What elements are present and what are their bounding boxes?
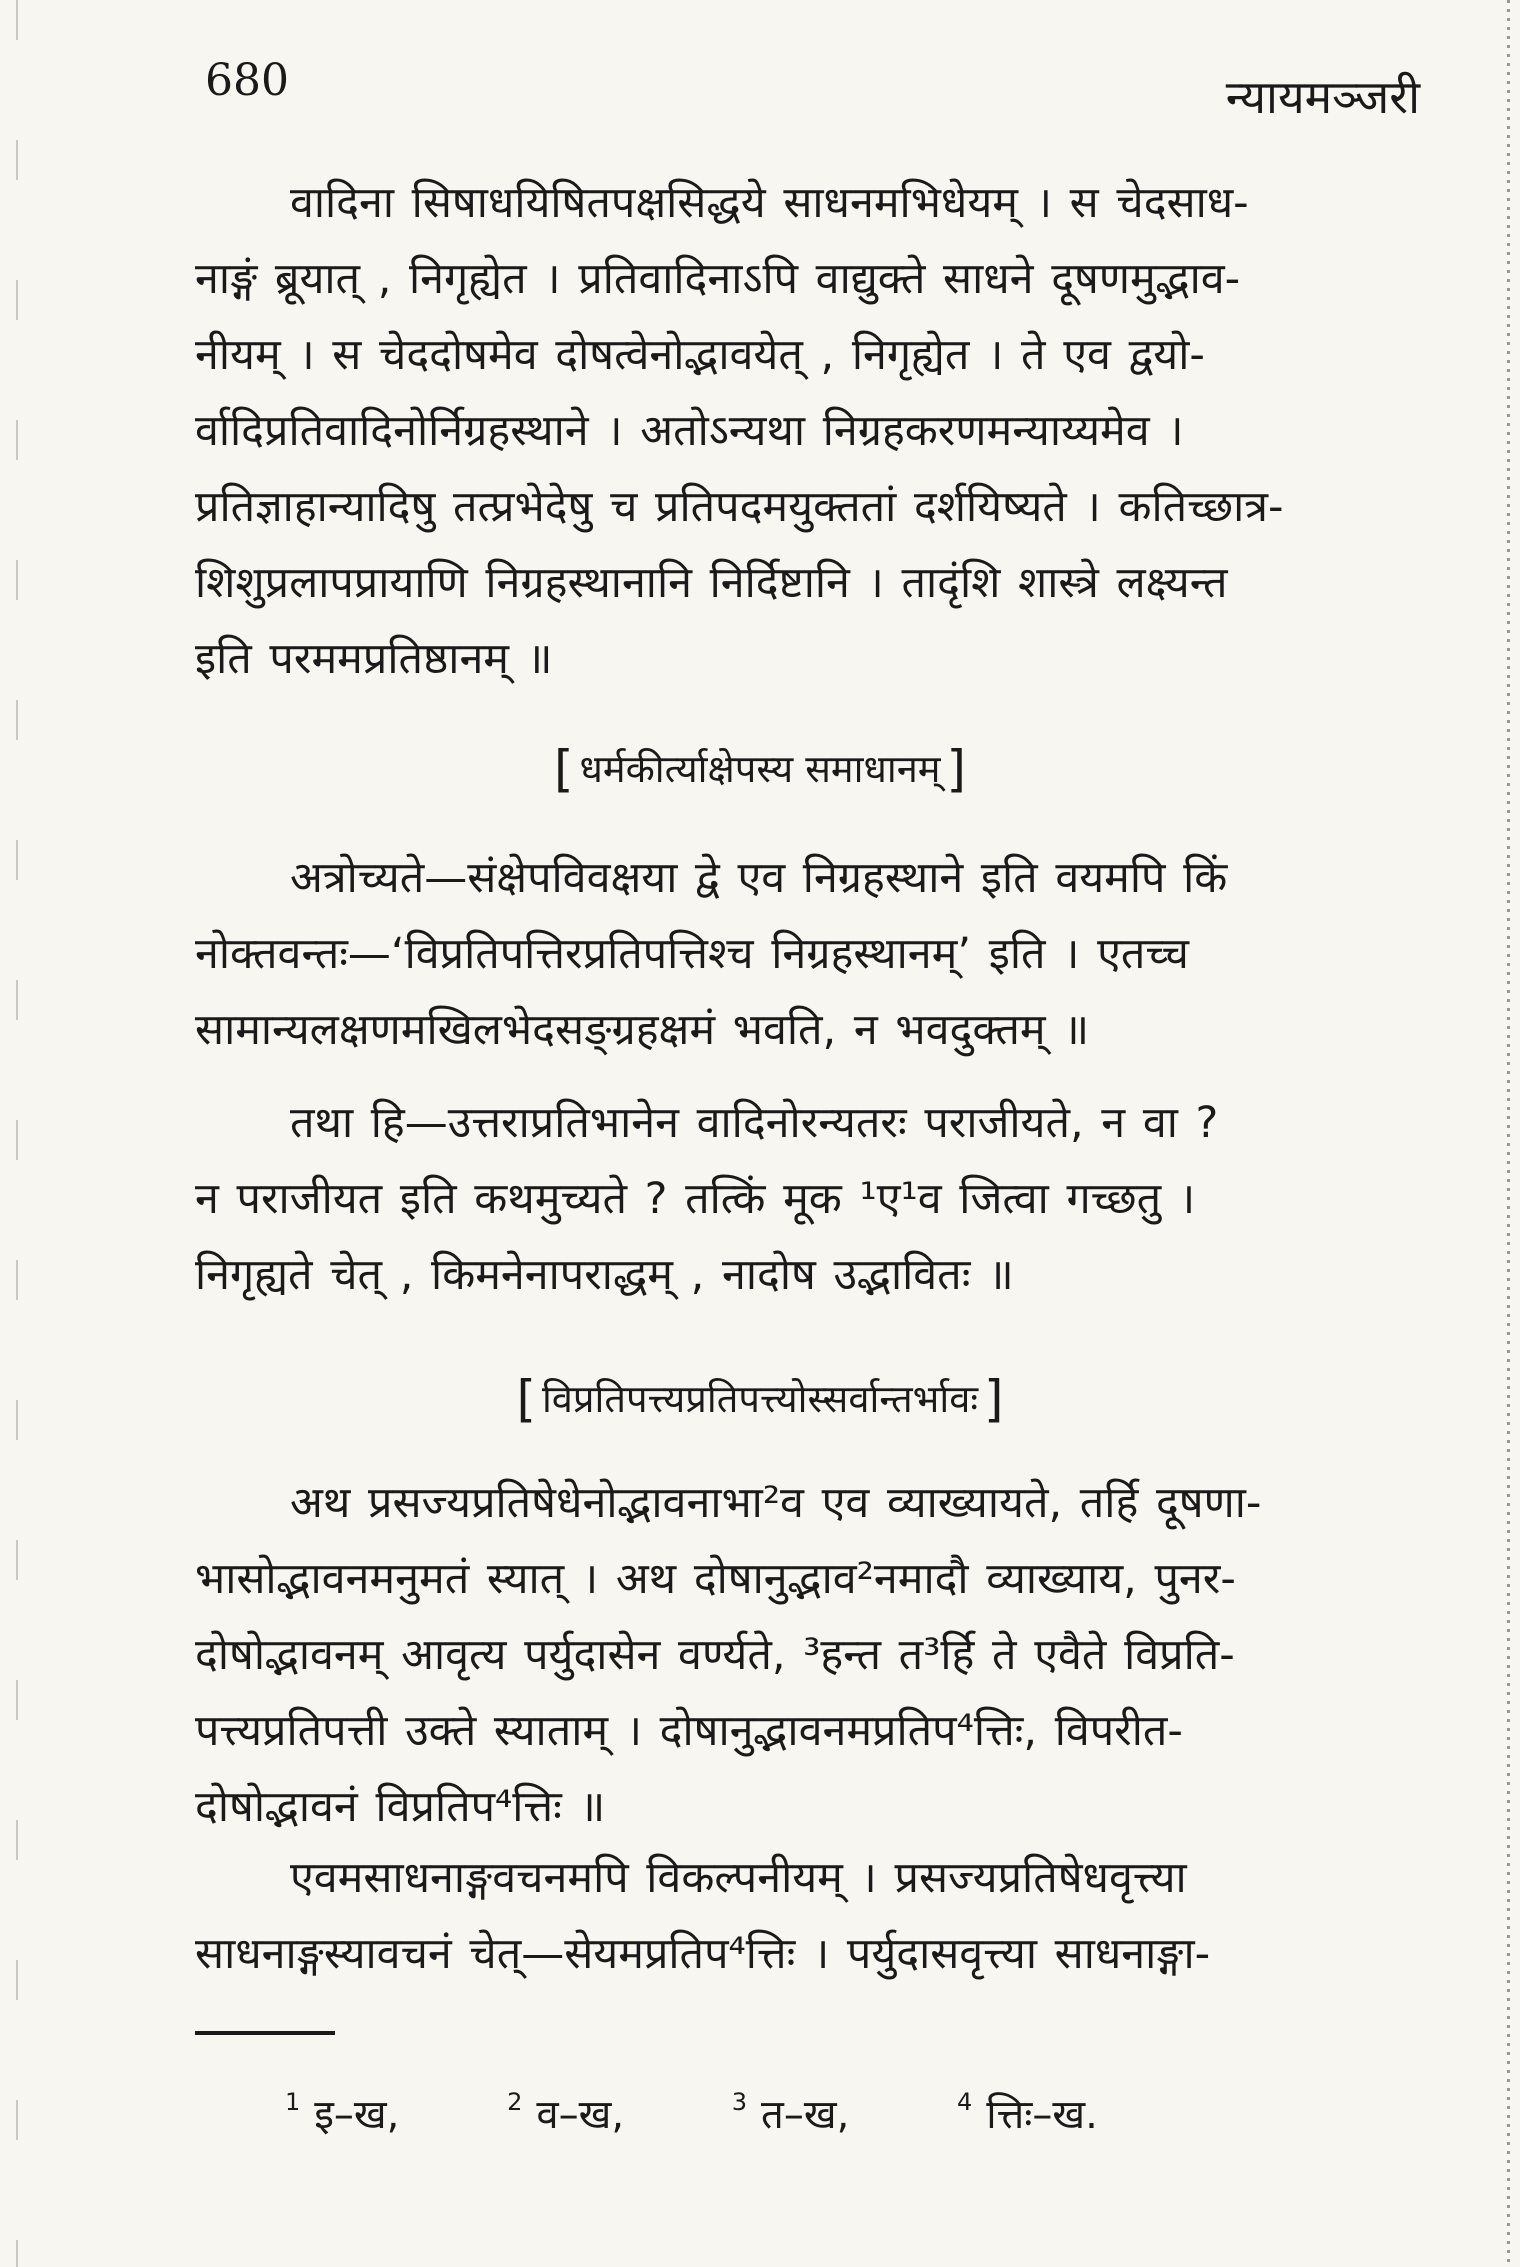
- paragraph-5: [195, 1840, 1415, 1992]
- footnotes: [285, 2085, 1193, 2140]
- paragraph-3: [195, 1085, 1415, 1313]
- footnote-mark: 1: [285, 2088, 301, 2116]
- footnote-1: [285, 2085, 399, 2140]
- text-line: पत्त्यप्रतिपत्ती उक्ते स्याताम् । दोषानुद्भावनमप्रतिप⁴त्तिः, विपरीत-: [195, 1706, 1183, 1756]
- text-line: प्रतिज्ञाहान्यादिषु तत्प्रभेदेषु च प्रतिपदमयुक्ततां दर्शयिष्यते । कतिच्छात्र-: [195, 482, 1284, 532]
- footnote-4: [957, 2085, 1098, 2140]
- section-heading-2: [ विप्रतिपत्त्यप्रतिपत्त्योस्सर्वान्तर्भावः ]: [516, 1370, 1004, 1428]
- text-line: नोक्तवन्तः—‘विप्रतिपत्तिरप्रतिपत्तिश्च निग्रहस्थानम्’ इति । एतच्च: [195, 929, 1189, 979]
- text-line: सामान्यलक्षणमखिलभेदसङ्ग्रहक्षमं भवति, न भवदुक्तम् ॥: [195, 1005, 1090, 1055]
- text-line: अथ प्रसज्यप्रतिषेधेनोद्भावनाभा²व एव व्याख्यायते, तर्हि दूषणा-: [290, 1478, 1262, 1528]
- paragraph-2: [195, 840, 1415, 1068]
- footnote-2: [507, 2085, 624, 2140]
- text-line: निगृह्यते चेत् , किमनेनापराद्धम् , नादोष उद्भावितः ॥: [195, 1250, 1014, 1300]
- footnote-mark: 4: [957, 2088, 973, 2116]
- footnote-mark: 2: [507, 2088, 523, 2116]
- footnote-mark: 3: [731, 2088, 748, 2116]
- paragraph-1: [195, 165, 1415, 697]
- text-line: नाङ्गं ब्रूयात् , निगृह्येत । प्रतिवादिनाऽपि वाद्युक्ते साधने दूषणमुद्भाव-: [195, 254, 1241, 304]
- text-line: दोषोद्भावनम् आवृत्य पर्युदासेन वर्ण्यते, ³हन्त त³र्हि ते एवैते विप्रति-: [195, 1630, 1235, 1680]
- heading-text: विप्रतिपत्त्यप्रतिपत्त्योस्सर्वान्तर्भावः: [541, 1377, 979, 1421]
- scan-edge-right: [1507, 0, 1510, 2267]
- footnote-text: इ–ख,: [314, 2092, 400, 2138]
- text-line: भासोद्भावनमनुमतं स्यात् । अथ दोषानुद्भाव²नमादौ व्याख्याय, पुनर-: [195, 1554, 1236, 1604]
- footnote-text: त–ख,: [761, 2092, 850, 2138]
- text-line: एवमसाधनाङ्गवचनमपि विकल्पनीयम् । प्रसज्यप्रतिषेधवृत्त्या: [290, 1853, 1187, 1903]
- footnote-3: [732, 2085, 850, 2140]
- footnote-text: त्तिः–ख.: [986, 2092, 1098, 2138]
- text-line: वादिना सिषाधयिषितपक्षसिद्धये साधनमभिधेयम् । स चेदसाध-: [290, 178, 1249, 228]
- scan-edge-left: [16, 0, 18, 2267]
- text-line: इति परममप्रतिष्ठानम् ॥: [195, 634, 553, 684]
- page-number: 680: [205, 55, 289, 106]
- text-line: दोषोद्भावनं विप्रतिप⁴त्तिः ॥: [195, 1782, 606, 1832]
- text-line: अत्रोच्यते—संक्षेपविवक्षया द्वे एव निग्रहस्थाने इति वयमपि किं: [290, 853, 1228, 903]
- heading-text: धर्मकीर्त्याक्षेपस्य समाधानम्: [579, 747, 941, 791]
- paragraph-4: [195, 1465, 1415, 1845]
- text-line: न पराजीयत इति कथमुच्यते ? तत्किं मूक ¹ए¹व जित्वा गच्छतु ।: [195, 1174, 1196, 1224]
- text-line: शिशुप्रलापप्रायाणि निग्रहस्थानानि निर्दिष्टानि । तादृंशि शास्त्रे लक्ष्यन्त: [195, 558, 1228, 608]
- running-title: न्यायमञ्जरी: [1225, 70, 1420, 124]
- text-line: र्वादिप्रतिवादिनोर्निग्रहस्थाने । अतोऽन्यथा निग्रहकरणमन्याय्यमेव ।: [195, 406, 1184, 456]
- footnote-rule: [195, 2031, 335, 2035]
- section-heading-1: [ धर्मकीर्त्याक्षेपस्य समाधानम् ]: [553, 740, 967, 798]
- text-line: साधनाङ्गस्यावचनं चेत्—सेयमप्रतिप⁴त्तिः । पर्युदासवृत्त्या साधनाङ्गा-: [195, 1929, 1211, 1979]
- page-header: [205, 55, 1420, 125]
- text-line: नीयम् । स चेददोषमेव दोषत्वेनोद्भावयेत् , निगृह्येत । ते एव द्वयो-: [195, 330, 1205, 380]
- text-line: तथा हि—उत्तराप्रतिभानेन वादिनोरन्यतरः पराजीयते, न वा ?: [290, 1098, 1219, 1148]
- footnote-text: व–ख,: [536, 2092, 625, 2138]
